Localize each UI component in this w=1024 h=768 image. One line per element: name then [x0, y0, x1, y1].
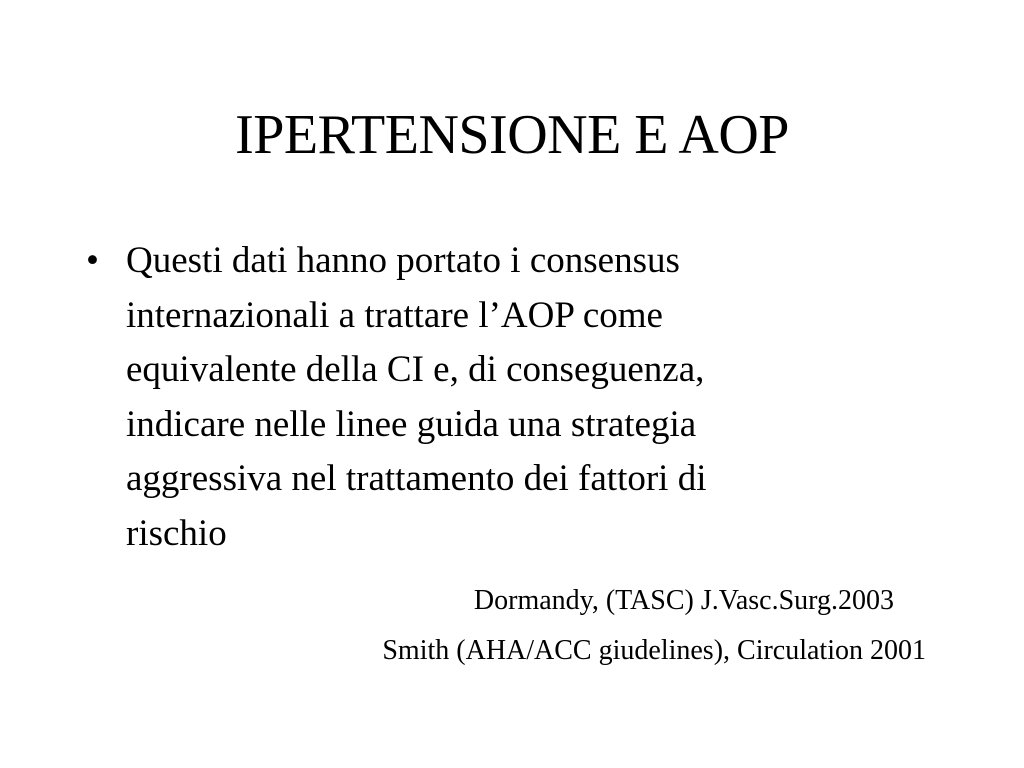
bullet-marker-icon: •: [86, 240, 99, 281]
reference-smith: Smith (AHA/ACC giudelines), Circulation 2001: [382, 635, 926, 666]
bullet-line-2: internazionali a trattare l’AOP come: [126, 294, 663, 336]
bullet-item: [84, 234, 884, 562]
slide-title: IPERTENSIONE E AOP: [235, 104, 789, 166]
bullet-line-3: equivalente della CI e, di conseguenza,: [126, 349, 705, 391]
bullet-line-5: aggressiva nel trattamento dei fattori di: [126, 458, 707, 500]
bullet-line-6: rischio: [126, 512, 227, 554]
bullet-line-4: indicare nelle linee guida una strategia: [126, 403, 697, 445]
bullet-list: [84, 234, 884, 562]
bullet-line-1: Questi dati hanno portato i consensus: [126, 240, 680, 281]
reference-dormandy: Dormandy, (TASC) J.Vasc.Surg.2003: [473, 585, 894, 616]
